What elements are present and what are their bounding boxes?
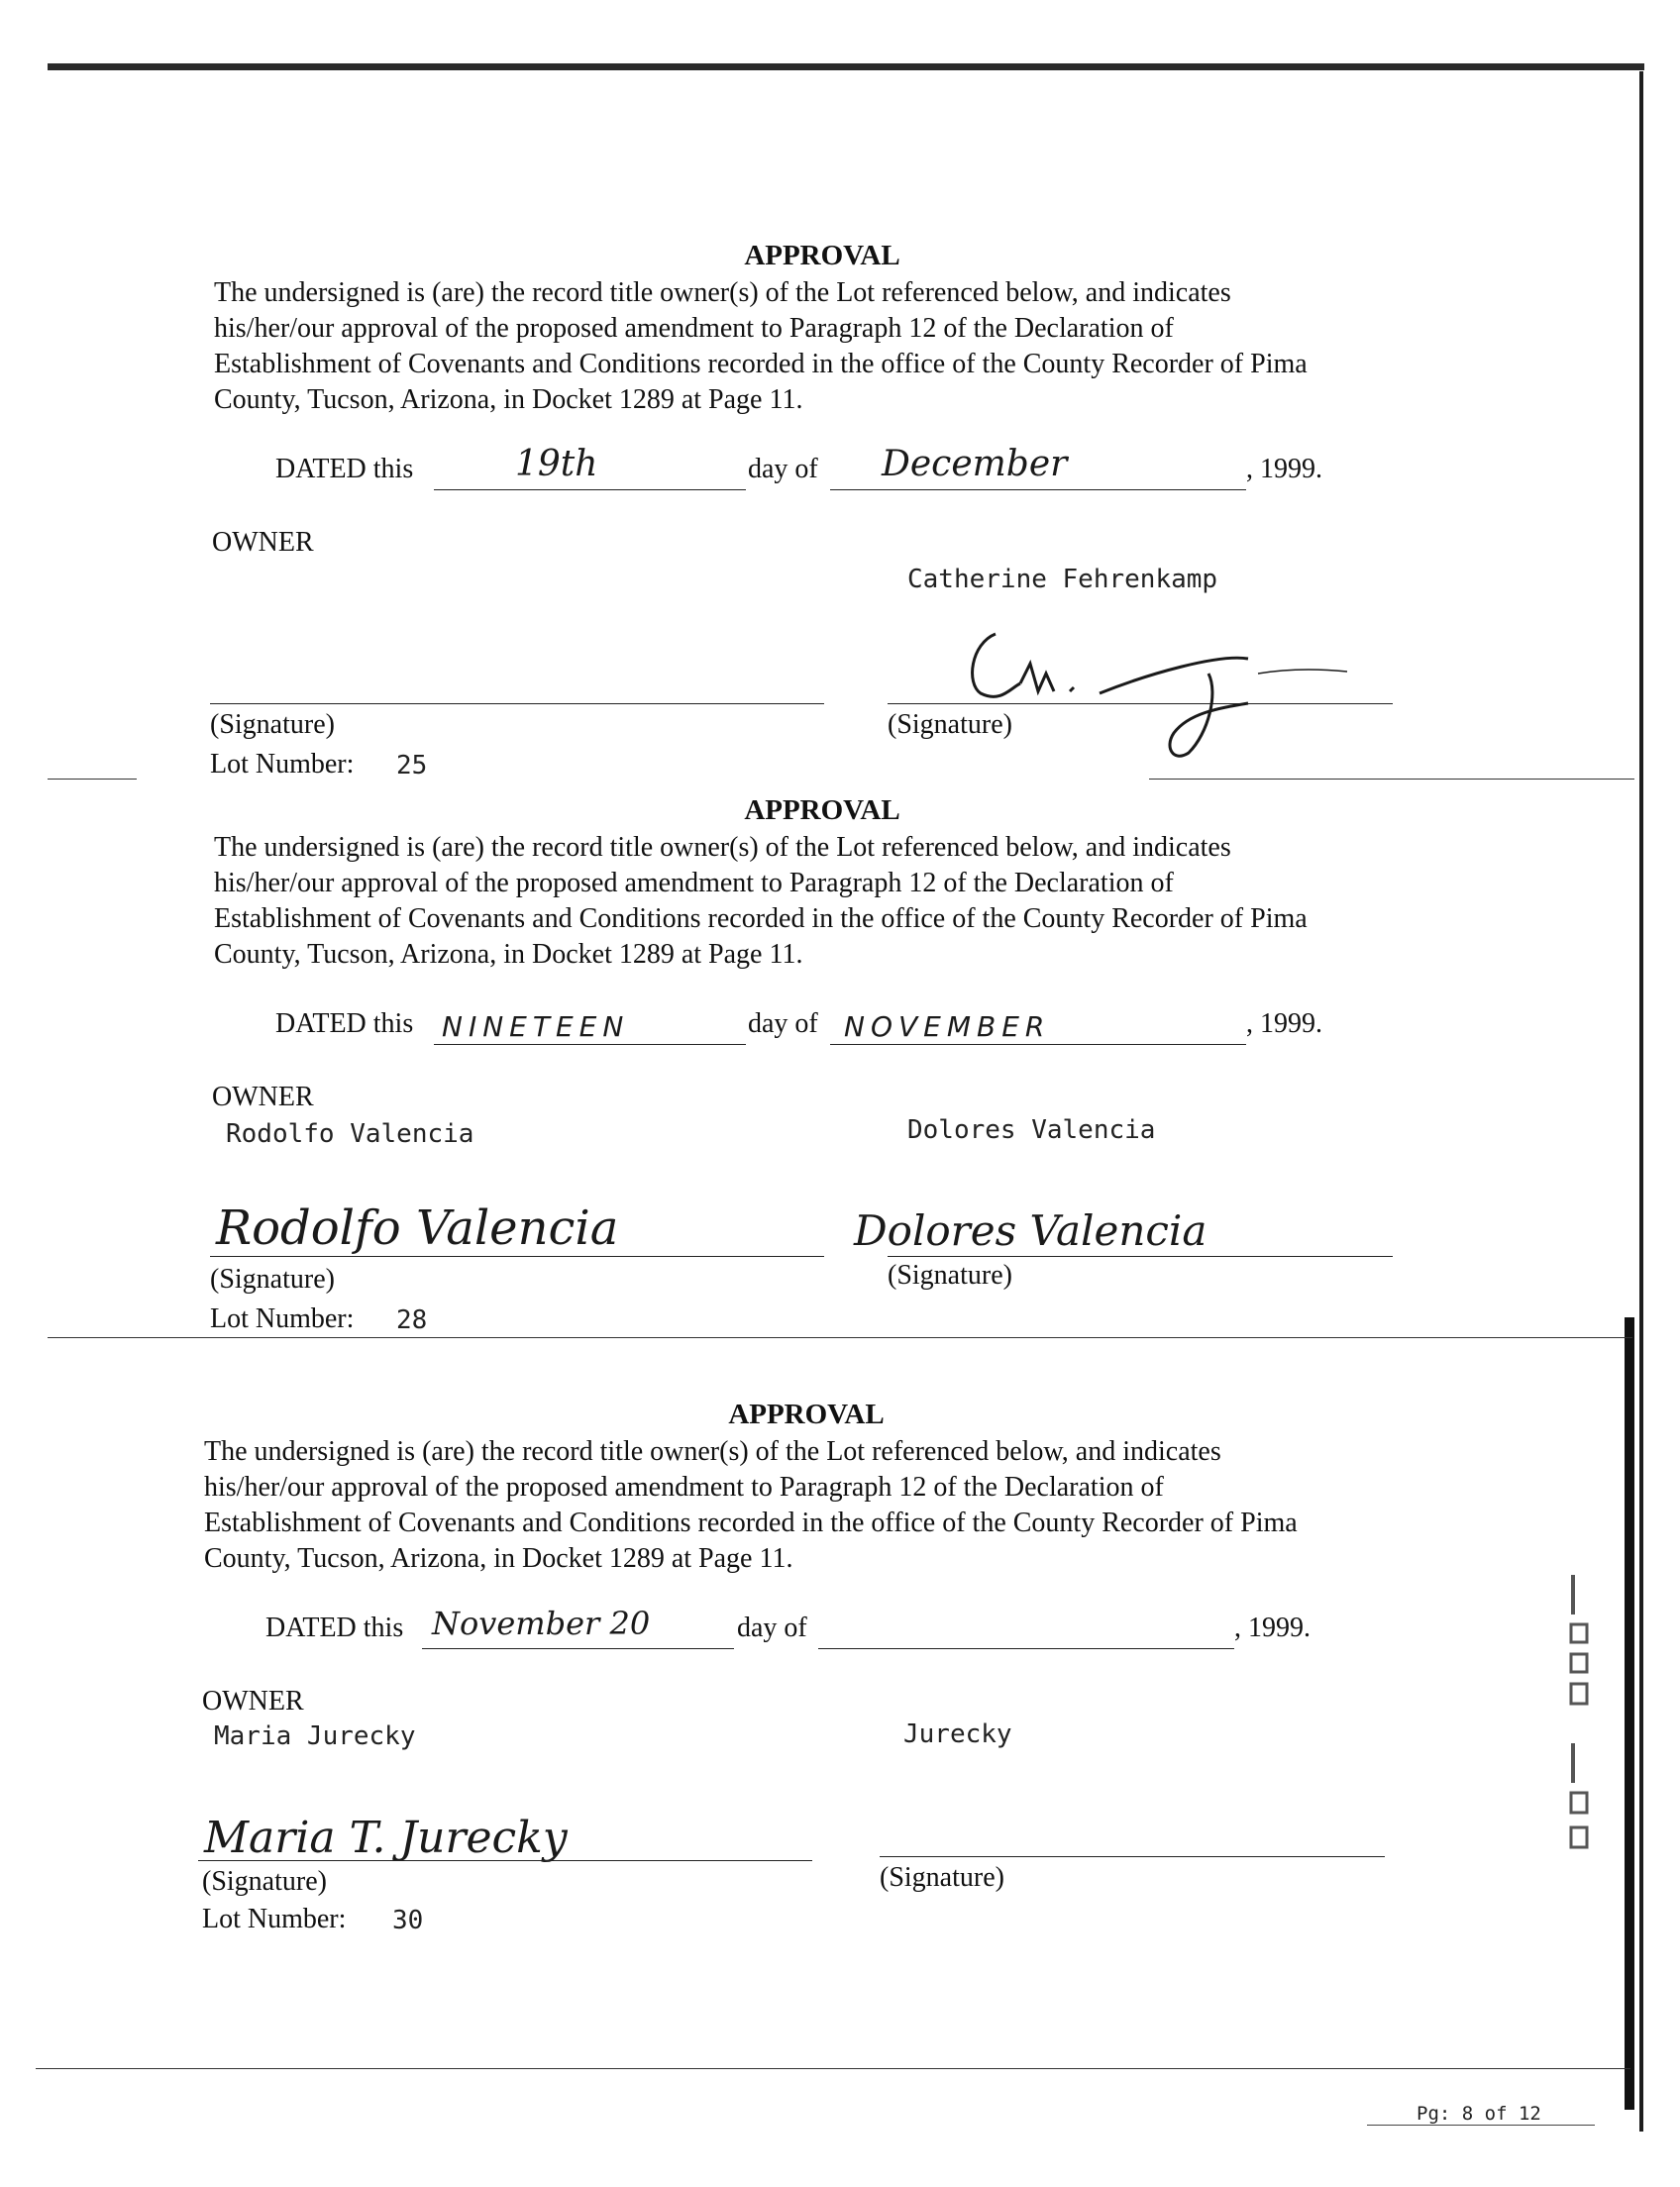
lot-number-value: 25 [396, 751, 428, 781]
section-heading: APPROVAL [744, 794, 900, 826]
year-label: , 1999. [1234, 1613, 1311, 1643]
section-divider-fragment [48, 779, 137, 780]
section-divider [48, 1337, 1632, 1338]
month-value: NOVEMBER [844, 1010, 1051, 1043]
owner-name-right: Catherine Fehrenkamp [907, 565, 1218, 594]
signature-left: Maria T. Jurecky [204, 1813, 568, 1863]
signature-label-left: (Signature) [202, 1866, 327, 1897]
signature-label-right: (Signature) [880, 1862, 1004, 1893]
year-label: , 1999. [1246, 454, 1322, 484]
page-number: Pg: 8 of 12 [1417, 2103, 1541, 2125]
lot-number-label: Lot Number: [202, 1904, 347, 1934]
signature-drawing-right [951, 614, 1367, 763]
day-of-label: day of [748, 1008, 818, 1039]
owner-label: OWNER [212, 1082, 314, 1112]
day-of-label: day of [748, 454, 818, 484]
lot-number-label: Lot Number: [210, 1303, 355, 1334]
approval-paragraph: The undersigned is (are) the record title owner(s) of the Lot referenced below, and indicates his/her/our approval of the proposed amendment to Paragraph 12 of the Declaration of Establishment of Covenants and Conditions recorded in the office of the County Recorder of Pima County, Tucson, Arizona, in Docket 1289 at Page 11. [214, 277, 1308, 415]
scan-right-shadow [1625, 1317, 1634, 2110]
signature-line-right[interactable] [880, 1856, 1385, 1857]
dated-this-label: DATED this [275, 454, 414, 484]
month-field[interactable] [818, 1614, 1234, 1649]
signature-label-left: (Signature) [210, 1264, 335, 1295]
section-divider-fragment [1149, 779, 1634, 780]
section-divider [36, 2068, 1630, 2069]
dated-this-label: DATED this [265, 1613, 404, 1643]
day-of-label: day of [737, 1613, 807, 1643]
signature-right: Dolores Valencia [854, 1206, 1208, 1255]
approval-paragraph: The undersigned is (are) the record title owner(s) of the Lot referenced below, and indicates his/her/our approval of the proposed amendment to Paragraph 12 of the Declaration of Establishment of Covenants and Conditions recorded in the office of the County Recorder of Pima County, Tucson, Arizona, in Docket 1289 at Page 11. [214, 832, 1308, 970]
recording-stamp-marks [1565, 1565, 1595, 1882]
signature-label-right: (Signature) [888, 1260, 1012, 1291]
month-value: December [882, 444, 1068, 484]
day-value: NINETEEN [442, 1010, 630, 1043]
owner-label: OWNER [212, 527, 314, 558]
signature-label-left: (Signature) [210, 709, 335, 740]
owner-name-left: Rodolfo Valencia [226, 1119, 474, 1149]
signature-label-right: (Signature) [888, 709, 1012, 740]
lot-number-value: 28 [396, 1305, 428, 1335]
lot-number-label: Lot Number: [210, 749, 355, 780]
signature-line-right[interactable] [888, 1256, 1393, 1257]
owner-name-left: Maria Jurecky [214, 1721, 416, 1751]
signature-line-left[interactable] [198, 1860, 812, 1861]
signature-line-left[interactable] [210, 703, 824, 704]
owner-name-right: Jurecky [903, 1719, 1012, 1749]
day-value: 19th [515, 444, 598, 484]
dated-this-label: DATED this [275, 1008, 414, 1039]
day-value: November 20 [432, 1605, 651, 1642]
footer-rule [1367, 2125, 1595, 2126]
year-label: , 1999. [1246, 1008, 1322, 1039]
owner-label: OWNER [202, 1686, 304, 1717]
section-heading: APPROVAL [728, 1399, 885, 1430]
lot-number-value: 30 [392, 1906, 424, 1935]
owner-name-right: Dolores Valencia [907, 1115, 1156, 1145]
section-heading: APPROVAL [744, 240, 900, 271]
signature-line-left[interactable] [210, 1256, 824, 1257]
approval-paragraph: The undersigned is (are) the record title owner(s) of the Lot referenced below, and indicates his/her/our approval of the proposed amendment to Paragraph 12 of the Declaration of Establishment of Covenants and Conditions recorded in the office of the County Recorder of Pima County, Tucson, Arizona, in Docket 1289 at Page 11. [204, 1436, 1298, 1574]
signature-left: Rodolfo Valencia [216, 1200, 619, 1256]
